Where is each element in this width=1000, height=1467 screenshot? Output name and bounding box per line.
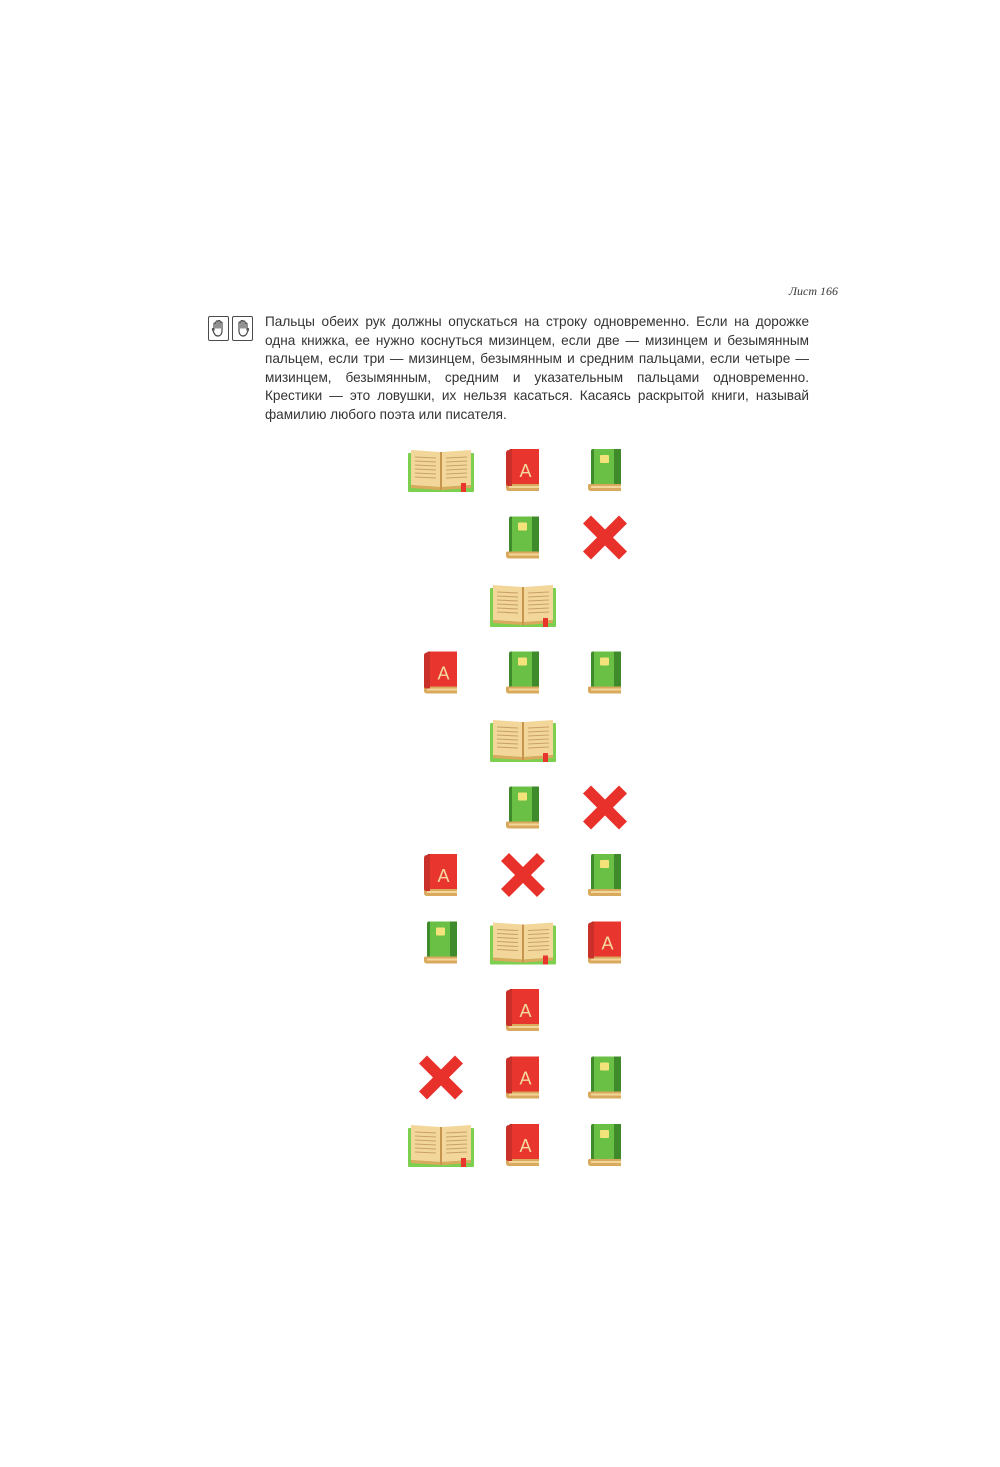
green-book-icon[interactable] (506, 787, 539, 829)
red-cross-icon[interactable] (583, 516, 627, 560)
red-cross-icon[interactable] (583, 786, 627, 830)
track-row (424, 922, 621, 965)
red-cross-icon[interactable] (501, 853, 545, 897)
green-book-icon[interactable] (588, 652, 621, 694)
open-book-icon[interactable] (408, 450, 474, 492)
open-book-icon[interactable] (490, 923, 556, 965)
track-row (506, 516, 627, 560)
right-hand-icon (232, 316, 253, 341)
open-book-icon[interactable] (490, 720, 556, 762)
track-grid (408, 449, 627, 1167)
track-row (424, 853, 621, 897)
two-hands-icon (208, 316, 253, 341)
track-row (419, 1056, 621, 1100)
track-row (490, 585, 556, 627)
open-book-icon[interactable] (408, 1125, 474, 1167)
red-book-a-icon[interactable] (506, 989, 539, 1031)
sheet-number: Лист 166 (788, 284, 838, 298)
red-book-a-icon[interactable] (588, 922, 621, 964)
green-book-icon[interactable] (506, 652, 539, 694)
green-book-icon[interactable] (588, 449, 621, 491)
track-row (490, 720, 556, 762)
red-cross-icon[interactable] (419, 1056, 463, 1100)
green-book-icon[interactable] (588, 1057, 621, 1099)
red-book-a-icon[interactable] (506, 449, 539, 491)
green-book-icon[interactable] (588, 1124, 621, 1166)
left-hand-icon (208, 316, 229, 341)
red-book-a-icon[interactable] (506, 1124, 539, 1166)
green-book-icon[interactable] (506, 517, 539, 559)
red-book-a-icon[interactable] (506, 1057, 539, 1099)
track-row (408, 449, 621, 492)
track-row (506, 786, 627, 830)
red-book-a-icon[interactable] (424, 854, 457, 896)
green-book-icon[interactable] (588, 854, 621, 896)
track-row (408, 1124, 621, 1167)
red-book-a-icon[interactable] (424, 652, 457, 694)
track-row (506, 989, 539, 1031)
green-book-icon[interactable] (424, 922, 457, 964)
open-book-icon[interactable] (490, 585, 556, 627)
track-row (424, 652, 621, 694)
instruction-text: Пальцы обеих рук должны опускаться на строку одновременно. Если на дорожке одна книжка, ее нужно коснуться мизинцем, если две — мизинцем и безымянным пальцем, если три — мизинцем, безымянным и средним пальцами, если четыре — мизинцем, безымянным, средним и указательным пальцами одновременно. Крестики — это ловушки, их нельзя касаться. Касаясь раскрытой книги, называй фамилию любого поэта или писателя. (265, 314, 809, 422)
